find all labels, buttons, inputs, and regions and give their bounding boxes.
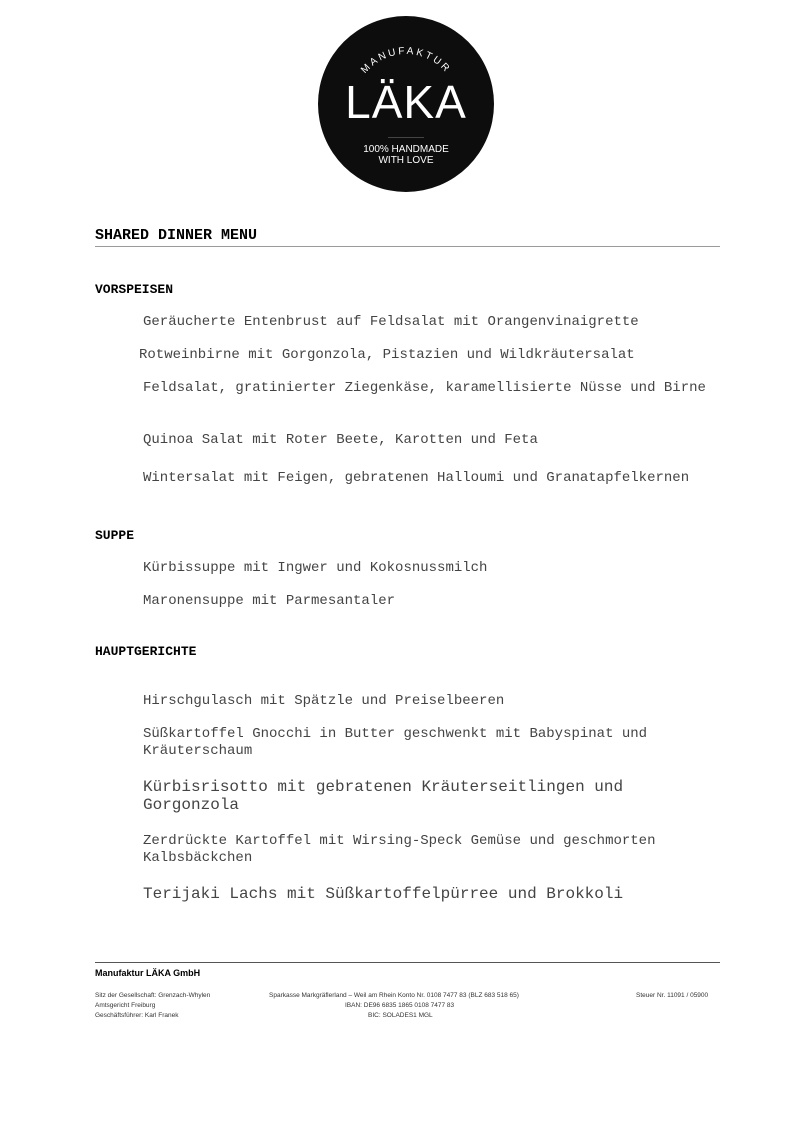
- menu-item: Quinoa Salat mit Roter Beete, Karotten und Feta: [143, 432, 538, 448]
- menu-item: Maronensuppe mit Parmesantaler: [143, 593, 396, 609]
- footer-court: Amtsgericht Freiburg: [95, 1002, 156, 1009]
- menu-item: Süßkartoffel Gnocchi in Butter geschwenkt mit Babyspinat und Kräuterschaum: [143, 726, 648, 759]
- footer-bic: BIC: SOLADES1 MGL: [368, 1012, 433, 1019]
- menu-item: Kürbissuppe mit Ingwer und Kokosnussmilch: [143, 560, 488, 576]
- footer-tax-number: Steuer Nr. 11091 / 05900: [636, 992, 709, 999]
- footer-divider: [95, 962, 720, 963]
- menu-item: Zerdrückte Kartoffel mit Wirsing-Speck Gemüse und geschmorten Kalbsbäckchen: [143, 833, 656, 866]
- menu-item: Rotweinbirne mit Gorgonzola, Pistazien und Wildkräutersalat: [139, 347, 635, 363]
- section-heading-suppe: SUPPE: [95, 528, 135, 543]
- logo-wordmark: LÄKA: [345, 76, 467, 128]
- svg-text:MANUFAKTUR: MANUFAKTUR: [359, 45, 453, 76]
- section-heading-vorspeisen: VORSPEISEN: [95, 282, 174, 297]
- menu-title: SHARED DINNER MENU: [95, 227, 258, 244]
- title-divider: [95, 246, 720, 247]
- footer-bank: Sparkasse Markgräflerland – Weil am Rhein Konto Nr. 0108 7477 83 (BLZ 683 518 65): [269, 992, 519, 999]
- menu-item: Feldsalat, gratinierter Ziegenkäse, karamellisierte Nüsse und Birne: [143, 380, 706, 396]
- menu-item: Geräucherte Entenbrust auf Feldsalat mit Orangenvinaigrette: [143, 314, 639, 330]
- menu-item: Wintersalat mit Feigen, gebratenen Halloumi und Granatapfelkernen: [143, 470, 690, 486]
- menu-item: Terijaki Lachs mit Süßkartoffelpürree und Brokkoli: [143, 885, 624, 903]
- footer-managing-director: Geschäftsführer: Karl Franek: [95, 1012, 179, 1019]
- logo-tagline-2: WITH LOVE: [378, 155, 434, 166]
- footer-company-name: Manufaktur LÄKA GmbH: [95, 968, 201, 978]
- section-heading-hauptgerichte: HAUPTGERICHTE: [95, 644, 197, 659]
- logo-divider: [388, 137, 424, 138]
- menu-item: Hirschgulasch mit Spätzle und Preiselbeeren: [143, 693, 505, 709]
- menu-item: Kürbisrisotto mit gebratenen Kräuterseitlingen und Gorgonzola: [143, 778, 624, 814]
- brand-logo: [318, 16, 494, 192]
- footer-iban: IBAN: DE96 6835 1865 0108 7477 83: [345, 1002, 455, 1009]
- footer-registered-office: Sitz der Gesellschaft: Grenzach-Whylen: [95, 992, 211, 999]
- logo-tagline-1: 100% HANDMADE: [363, 144, 449, 155]
